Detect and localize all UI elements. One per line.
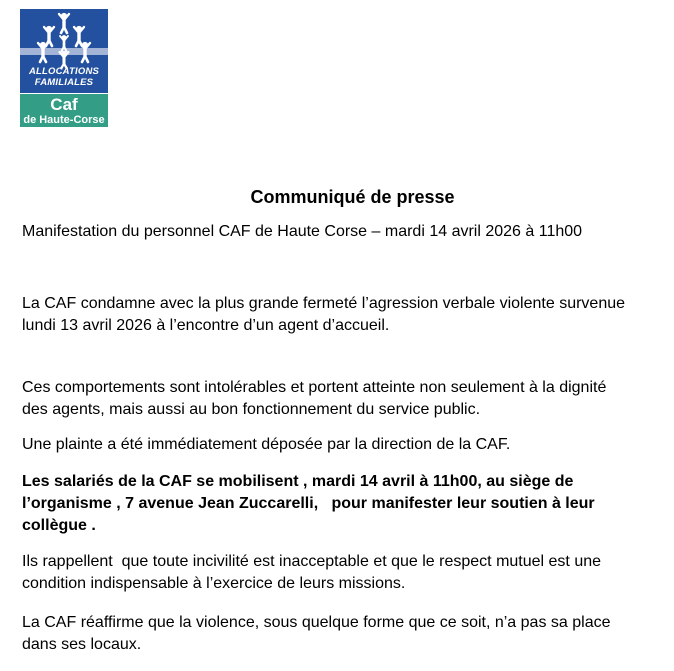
caf-logo-blue-block [20,9,108,93]
paragraph-mobilisation [0,471,674,537]
paragraph-condemnation [0,293,674,337]
paragraph-reaffirmation [0,612,674,656]
paragraph-line: dans ses locaux. [22,636,142,653]
page-title: Communiqué de presse [250,187,455,207]
paragraph-line: La CAF réaffirme que la violence, sous quelque forme que ce soit, n’a pas sa place [22,614,611,631]
paragraph-line: Une plainte a été immédiatement déposée par la direction de la CAF. [22,436,511,453]
paragraph-line: condition indispensable à l’exercice de leurs missions. [22,575,406,592]
logo-region-text: de Haute-Corse [23,114,105,126]
document-subtitle: Manifestation du personnel CAF de Haute Corse – mardi 14 avril 2026 à 11h00 [22,223,583,240]
caf-logo [20,9,108,127]
paragraph-line: collègue . [22,517,96,534]
paragraph-line: l’organisme , 7 avenue Jean Zuccarelli, pour manifester leur soutien à leur [22,495,595,512]
paragraph-line: Les salariés de la CAF se mobilisent , mardi 14 avril à 11h00, au siège de [22,473,574,490]
paragraph-line: lundi 13 avril 2026 à l’encontre d’un agent d’accueil. [22,317,390,334]
logo-brand-text: Caf [50,95,78,114]
press-release-page [0,9,674,656]
paragraph-line: des agents, mais aussi au bon fonctionnement du service public. [22,401,481,418]
logo-org-name [20,67,108,88]
logo-org-line1: ALLOCATIONS [28,66,100,77]
paragraph-line: Ils rappellent que toute incivilité est inacceptable et que le respect mutuel est une [22,553,602,570]
paragraph-behaviours [0,377,674,421]
paragraph-line: La CAF condamne avec la plus grande fermeté l’agression verbale violente survenue [22,295,626,312]
paragraph-reminder [0,551,674,595]
logo-org-line2: FAMILIALES [34,76,94,88]
paragraph-complaint [0,434,674,456]
caf-logo-green-block [20,94,108,127]
paragraph-line: Ces comportements sont intolérables et portent atteinte non seulement à la dignité [22,379,607,396]
